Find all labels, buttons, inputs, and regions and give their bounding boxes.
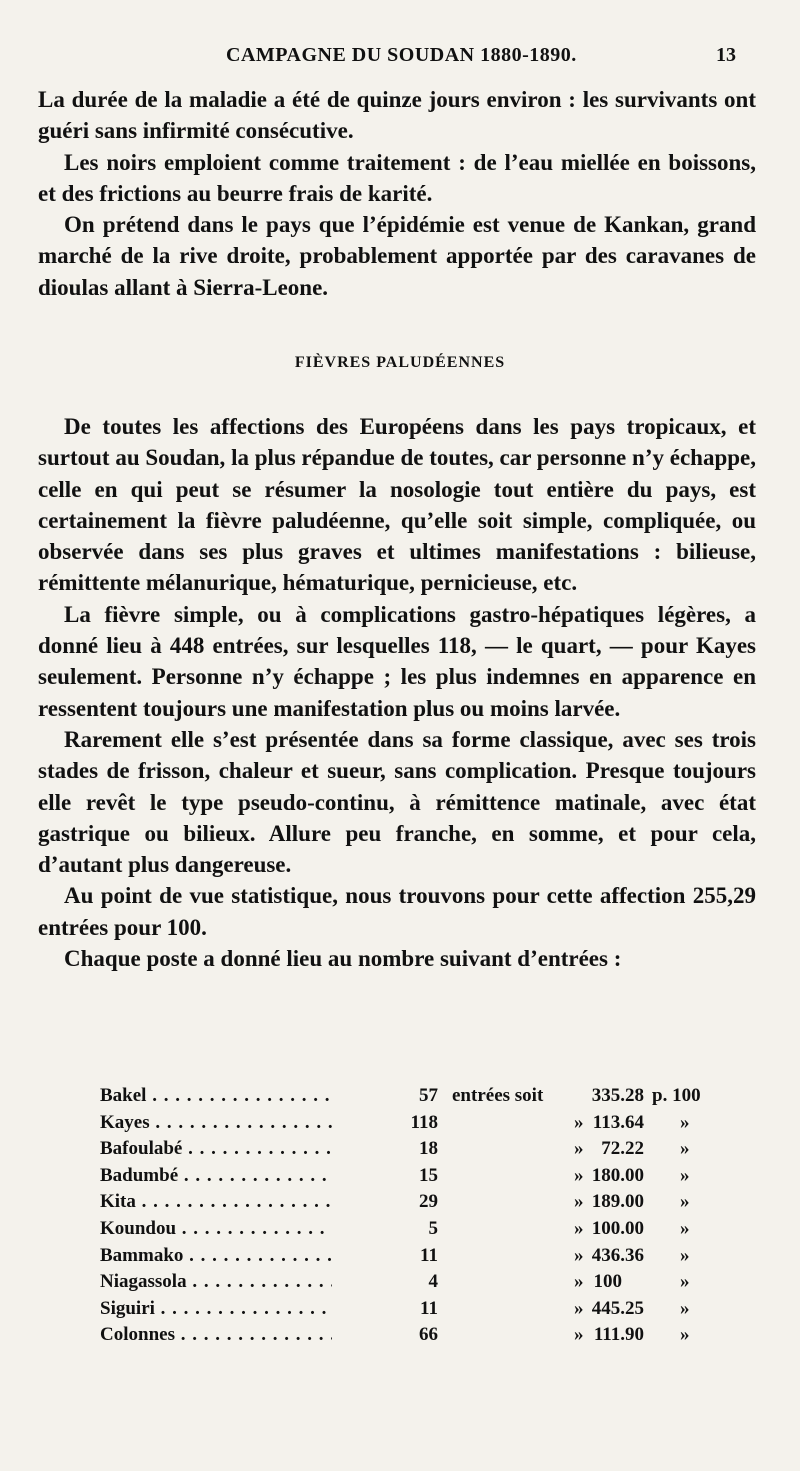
table-row xyxy=(100,1165,740,1192)
admission-count: 66 xyxy=(419,1324,438,1346)
paragraph: Au point de vue statistique, nous trouvons pour cette affection 255,29 entrées pour 100. xyxy=(38,883,756,940)
post-name: Badumbé . . . xyxy=(100,1165,332,1187)
row-unit: » xyxy=(680,1271,690,1293)
table-row xyxy=(100,1245,740,1272)
admission-count: 15 xyxy=(419,1164,438,1186)
admission-count: 5 xyxy=(428,1217,438,1239)
row-unit: » xyxy=(680,1164,690,1186)
admission-count: 118 xyxy=(410,1111,438,1133)
admissions-table xyxy=(100,1085,740,1351)
admission-count: 29 xyxy=(419,1191,438,1213)
table-row xyxy=(100,1218,740,1245)
admission-rate: 335.28 xyxy=(591,1085,644,1106)
paragraph: Chaque poste a donné lieu au nombre suivant d’entrées : xyxy=(64,946,622,972)
admission-count: 57 xyxy=(419,1085,438,1106)
paragraph: Les noirs emploient comme traitement : de l’eau miellée en boissons, et des frictions au beurre frais de karité. xyxy=(38,149,756,206)
page-number: 13 xyxy=(716,44,736,66)
row-connector: » xyxy=(574,1217,584,1239)
row-connector: » xyxy=(574,1138,584,1160)
admission-count: 4 xyxy=(428,1271,438,1293)
row-connector: » xyxy=(574,1164,584,1186)
row-connector: » xyxy=(574,1297,584,1319)
table-row xyxy=(100,1271,740,1298)
post-name: Kayes . . . xyxy=(100,1112,332,1134)
post-name: Colonnes . . . xyxy=(100,1324,332,1346)
admission-count: 18 xyxy=(419,1138,438,1160)
admission-count: 11 xyxy=(420,1244,438,1266)
row-unit: » xyxy=(680,1324,690,1346)
paragraph: La fièvre simple, ou à complications gastro-hépatiques légères, a donné lieu à 448 entrées, sur lesquelles 118, — le quart, — pour Kayes seulement. Personne n’y échappe ; les plus indemnes en apparence en ressentent toujours une manifestation plus ou moins larvée. xyxy=(38,601,756,721)
running-header xyxy=(0,44,800,74)
row-unit: » xyxy=(680,1244,690,1266)
post-name: Bafoulabé . . . xyxy=(100,1138,332,1160)
admission-rate: 436.36 xyxy=(591,1244,644,1266)
admission-rate: 113.64 xyxy=(592,1111,644,1133)
table-row xyxy=(100,1112,740,1139)
admission-rate: 100.00 xyxy=(591,1217,644,1239)
post-name: Koundou . . . xyxy=(100,1218,332,1240)
admission-rate: 100 xyxy=(593,1271,622,1293)
row-unit: » xyxy=(680,1138,690,1160)
admission-rate: 180.00 xyxy=(591,1164,644,1186)
row-connector: entrées soit xyxy=(452,1085,544,1106)
admission-count: 11 xyxy=(420,1297,438,1319)
row-unit: » xyxy=(680,1217,690,1239)
row-unit: » xyxy=(680,1111,690,1133)
admission-rate: 189.00 xyxy=(591,1191,644,1213)
admission-rate: 445.25 xyxy=(591,1297,644,1319)
table-row xyxy=(100,1298,740,1325)
intro-text xyxy=(38,84,756,303)
admission-rate: 72.22 xyxy=(601,1138,644,1160)
running-title: CAMPAGNE DU SOUDAN 1880-1890. xyxy=(226,44,577,66)
row-unit: » xyxy=(680,1191,690,1213)
section-heading: FIÈVRES PALUDÉENNES xyxy=(294,354,506,371)
post-name: Bakel . . . xyxy=(100,1085,332,1107)
table-row xyxy=(100,1191,740,1218)
post-name: Niagassola . . . xyxy=(100,1271,332,1293)
row-connector: » xyxy=(574,1324,584,1346)
main-text xyxy=(38,411,756,974)
row-connector: » xyxy=(574,1244,584,1266)
paragraph: La durée de la maladie a été de quinze jours environ : les survivants ont guéri sans infirmité consécutive. xyxy=(38,87,756,144)
paragraph: On prétend dans le pays que l’épidémie est venue de Kankan, grand marché de la rive droite, probablement apportée par des caravanes de dioulas allant à Sierra-Leone. xyxy=(38,212,756,300)
table-row xyxy=(100,1324,740,1351)
row-connector: » xyxy=(574,1191,584,1213)
table-row xyxy=(100,1138,740,1165)
row-unit: » xyxy=(680,1297,690,1319)
post-name: Kita . . . xyxy=(100,1191,332,1213)
admission-rate: 111.90 xyxy=(593,1324,644,1346)
paragraph: De toutes les affections des Européens dans les pays tropicaux, et surtout au Soudan, la plus répandue de toutes, car personne n’y échappe, celle en qui peut se résumer la nosologie tout entière du pays, est certainement la fièvre paludéenne, qu’elle soit simple, compliquée, ou observée dans ses plus graves et ultimes manifestations : bilieuse, rémittente mélanurique, hématurique, pernicieuse, etc. xyxy=(38,414,756,596)
post-name: Siguiri . . . xyxy=(100,1298,332,1320)
post-name: Bammako . . . xyxy=(100,1245,332,1267)
row-connector: » xyxy=(574,1271,584,1293)
table-row xyxy=(100,1085,740,1112)
paragraph: Rarement elle s’est présentée dans sa forme classique, avec ses trois stades de frisson, chaleur et sueur, sans complication. Presque toujours elle revêt le type pseudo-continu, à rémittence matinale, avec état gastrique ou bilieux. Allure peu franche, en somme, et pour cela, d’autant plus dangereuse. xyxy=(38,726,756,878)
row-connector: » xyxy=(574,1111,584,1133)
row-unit: p. 100 xyxy=(652,1085,701,1106)
